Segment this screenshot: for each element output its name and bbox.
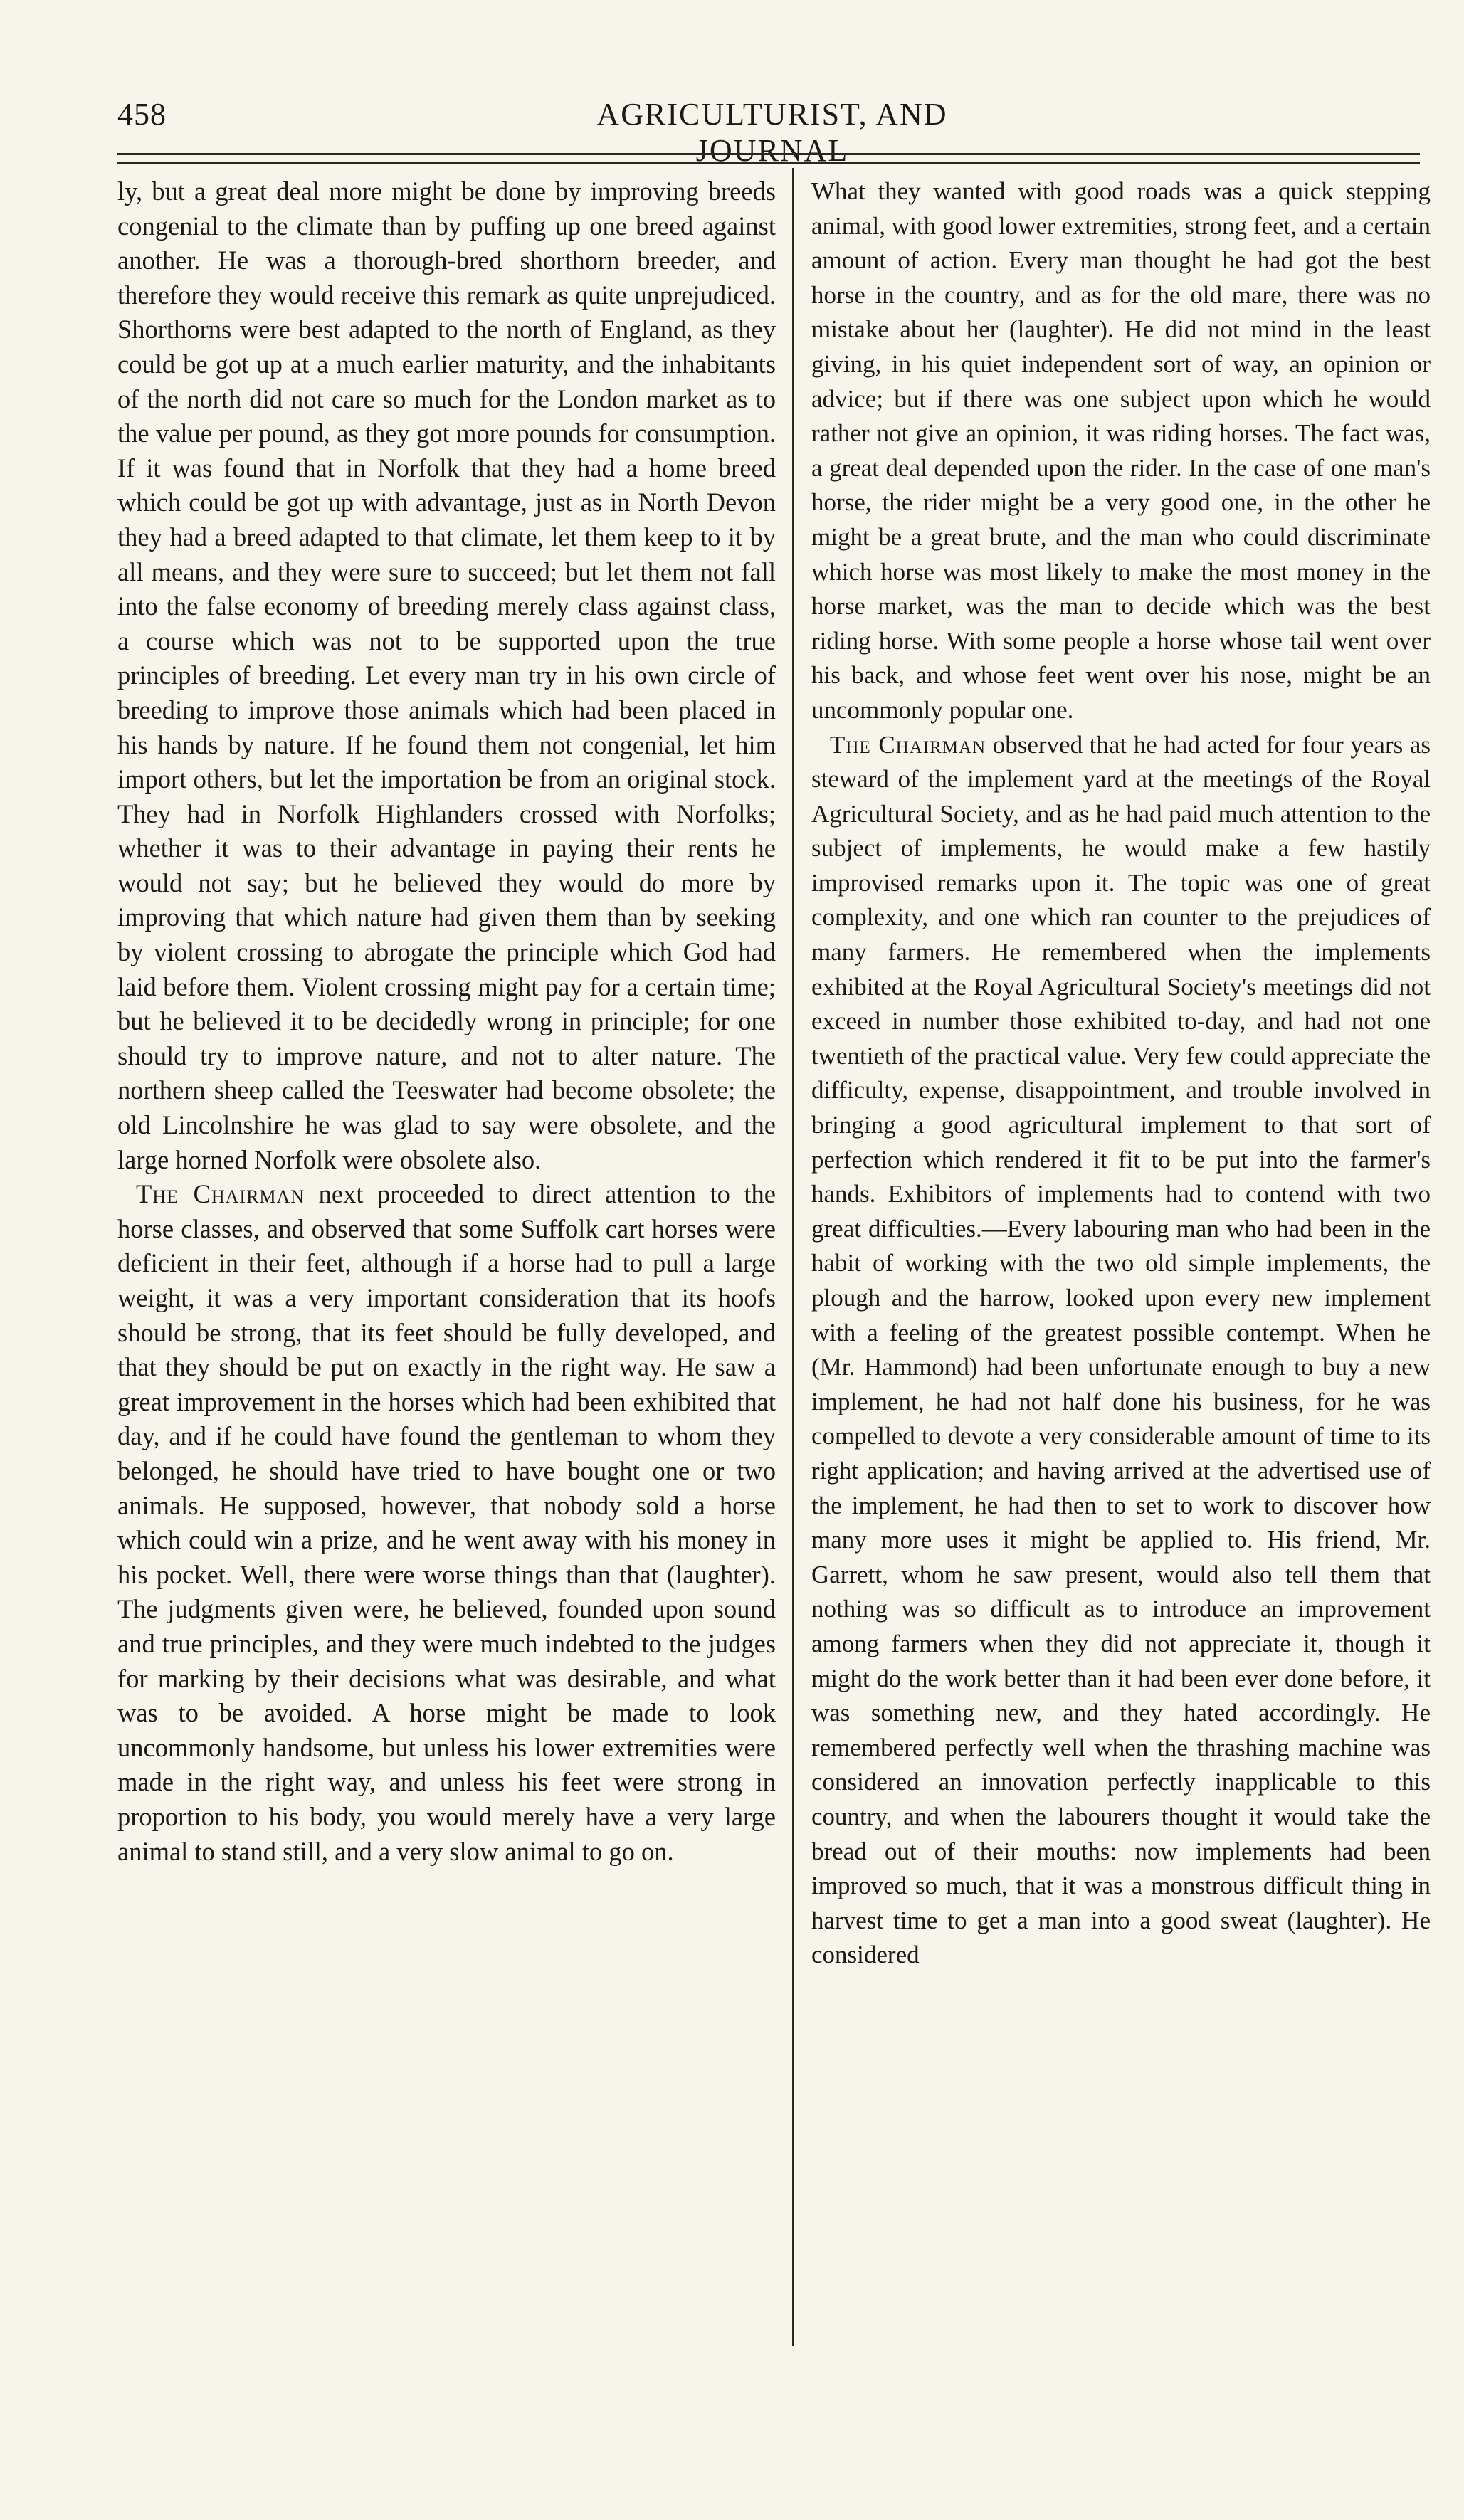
left-paragraph-2 [117,1177,776,1869]
page-header [117,96,1406,168]
chairman-speaker: The Chairman [136,1179,305,1209]
left-column [117,174,776,2352]
left-paragraph-2-text: next proceeded to direct attention to the horse classes, and observed that some Suffolk cart horses were deficient in their feet, although if a horse had to pull a large weight, it was a very important consideration that its hoofs should be strong, that its feet should be fully developed, and that they should be put on exactly in the right way. He saw a great improvement in the horses which had been exhibited that day, and if he could have found the gentleman to whom they belonged, he should have tried to have bought one or two animals. He supposed, however, that nobody sold a horse which could win a prize, and he went away with his money in his pocket. Well, there were worse things than that (laughter). The judgments given were, he believed, founded upon sound and true principles, and they were much indebted to the judges for marking by their decisions what was desirable, and what was to be avoided. A horse might be made to look uncommonly handsome, but unless his lower extremities were made in the right way, and unless his feet were strong in proportion to his body, you would merely have a very large animal to stand still, and a very slow animal to go on. [117,1179,776,1866]
chairman-speaker: The Chairman [830,730,986,759]
running-title: AGRICULTURIST, AND JOURNAL [596,97,948,168]
header-rule-bottom [117,162,1420,164]
right-paragraph-2 [811,728,1431,1973]
right-paragraph-1: What they wanted with good roads was a quick stepping animal, with good lower extremities, strong feet, and a certain amount of action. Every man thought he had got the best horse in the country, and as for the old mare, there was no mistake about her (laughter). He did not mind in the least giving, in his quiet independent sort of way, an opinion or advice; but if there was one subject upon which he would rather not give an opinion, it was riding horses. The fact was, a great deal depended upon the rider. In the case of one man's horse, the rider might be a very good one, in the other he might be a great brute, and the man who could discriminate which horse was most likely to make the most money in the horse market, was the man to decide which was the best riding horse. With some people a horse whose tail went over his back, and whose feet went over his nose, might be an uncommonly popular one. [811,177,1431,724]
right-column [811,174,1431,2352]
header-rule-top [117,153,1420,155]
right-paragraph-2-text: observed that he had acted for four years as steward of the implement yard at the meetings of the Royal Agricultural Society, and as he had paid much attention to the subject of implements, he would make a few hastily improvised remarks upon it. The topic was one of great complexity, and one which ran counter to the prejudices of many farmers. He remembered when the implements exhibited at the Royal Agricultural Society's meetings did not exceed in number those exhibited to-day, and had not one twentieth of the practical value. Very few could appreciate the difficulty, expense, disappointment, and trouble involved in bringing a good agricultural implement to that sort of perfection which rendered it fit to be put into the farmer's hands. Exhibitors of implements had to contend with two great difficulties.—Every labouring man who had been in the habit of working with the two old simple implements, the plough and the harrow, looked upon every new implement with a feeling of the greatest possible contempt. When he (Mr. Hammond) had been unfortunate enough to buy a new implement, he had not half done his business, for he was compelled to devote a very considerable amount of time to its right application; and having arrived at the advertised use of the implement, he had then to set to work to discover how many more uses it might be applied to. His friend, Mr. Garrett, whom he saw present, would also tell them that nothing was so difficult as to introduce an improvement among farmers when they did not appreciate it, though it might do the work better than it had been ever done before, it was something new, and they hated accordingly. He remembered perfectly well when the thrashing machine was considered an innovation perfectly inapplicable to this country, and when the labourers thought it would take the bread out of their mouths: now implements had been improved so much, that it was a monstrous difficult thing in harvest time to get a man into a good sweat (laughter). He considered [811,730,1431,1969]
left-paragraph-1: ly, but a great deal more might be done by improving breeds congenial to the climate than by puffing up one breed against another. He was a thorough-bred shorthorn breeder, and therefore they would receive this remark as quite unprejudiced. Shorthorns were best adapted to the north of England, as they could be got up at a much earlier maturity, and the inhabitants of the north did not care so much for the London market as to the value per pound, as they got more pounds for consumption. If it was found that in Norfolk that they had a home breed which could be got up with advantage, just as in North Devon they had a breed adapted to that climate, let them keep to it by all means, and they were sure to succeed; but let them not fall into the false economy of breeding merely class against class, a course which was not to be supported upon the true principles of breeding. Let every man try in his own circle of breeding to improve those animals which had been placed in his hands by nature. If he found them not congenial, let him import others, but let the importation be from an original stock. They had in Norfolk Highlanders crossed with Norfolks; whether it was to their advantage in paying their rents he would not say; but he believed they would do more by improving that which nature had given them than by seeking by violent crossing to abrogate the principle which God had laid before them. Violent crossing might pay for a certain time; but he believed it to be decidedly wrong in principle; for one should try to improve nature, and not to alter nature. The northern sheep called the Teeswater had become obsolete; the old Lincolnshire he was glad to say were obsolete, and the large horned Norfolk were obsolete also. [117,176,776,1174]
page-number: 458 [117,97,167,132]
column-divider [792,168,794,2346]
